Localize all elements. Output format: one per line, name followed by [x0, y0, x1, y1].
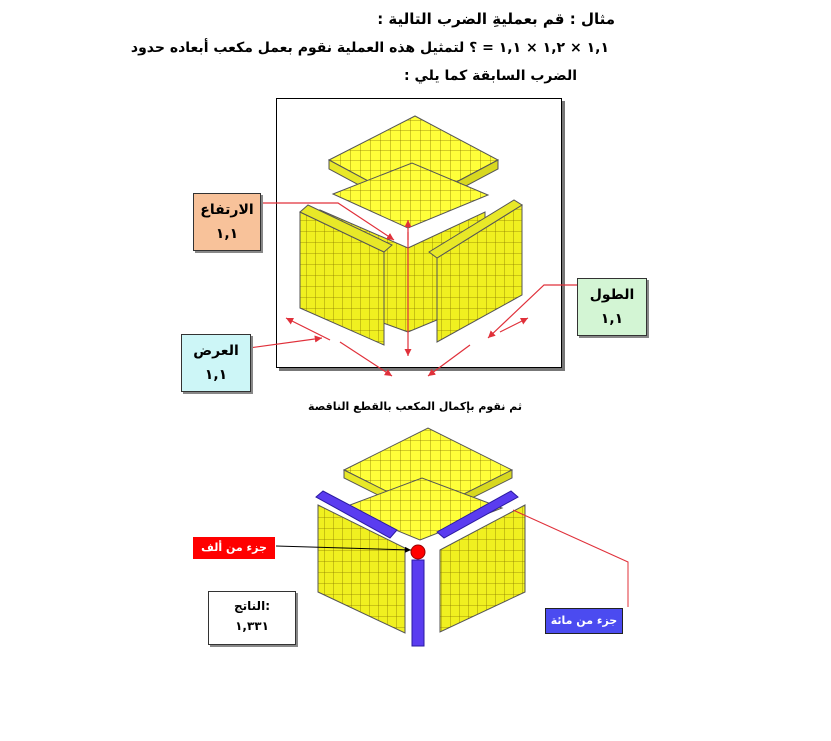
height-title: الارتفاع	[200, 202, 254, 218]
red-unit-cube	[411, 545, 425, 559]
width-value: ١,١	[204, 367, 228, 383]
height-value: ١,١	[215, 226, 239, 242]
completion-caption: ثم نقوم بإكمال المكعب بالقطع الناقصة	[308, 400, 522, 413]
result-value: ١,٣٣١	[235, 619, 269, 633]
length-title: الطول	[589, 287, 635, 303]
result-box	[208, 591, 296, 645]
result-title: الناتج:	[234, 599, 270, 613]
height-label	[193, 193, 261, 251]
problem-statement: ١,١ × ١,٢ × ١,١ = ؟ لتمثيل هذه العملية نقوم بعمل مكعب أبعاده حدود	[130, 40, 609, 56]
top-cube-group	[300, 116, 522, 345]
hundredth-part-tag: جزء من مائة	[545, 608, 623, 634]
length-label	[577, 278, 647, 336]
problem-statement-cont: الضرب السابقة كما يلي :	[403, 68, 577, 84]
bottom-cube-group	[316, 428, 525, 646]
example-title: مثال : قم بعمليةِ الضرب التالية :	[377, 10, 615, 28]
width-title: العرض	[193, 343, 239, 359]
width-label	[181, 334, 251, 392]
length-value: ١,١	[600, 311, 624, 327]
blue-rod-vertical	[412, 560, 424, 646]
thousandth-part-tag: جزء من ألف	[193, 537, 275, 559]
